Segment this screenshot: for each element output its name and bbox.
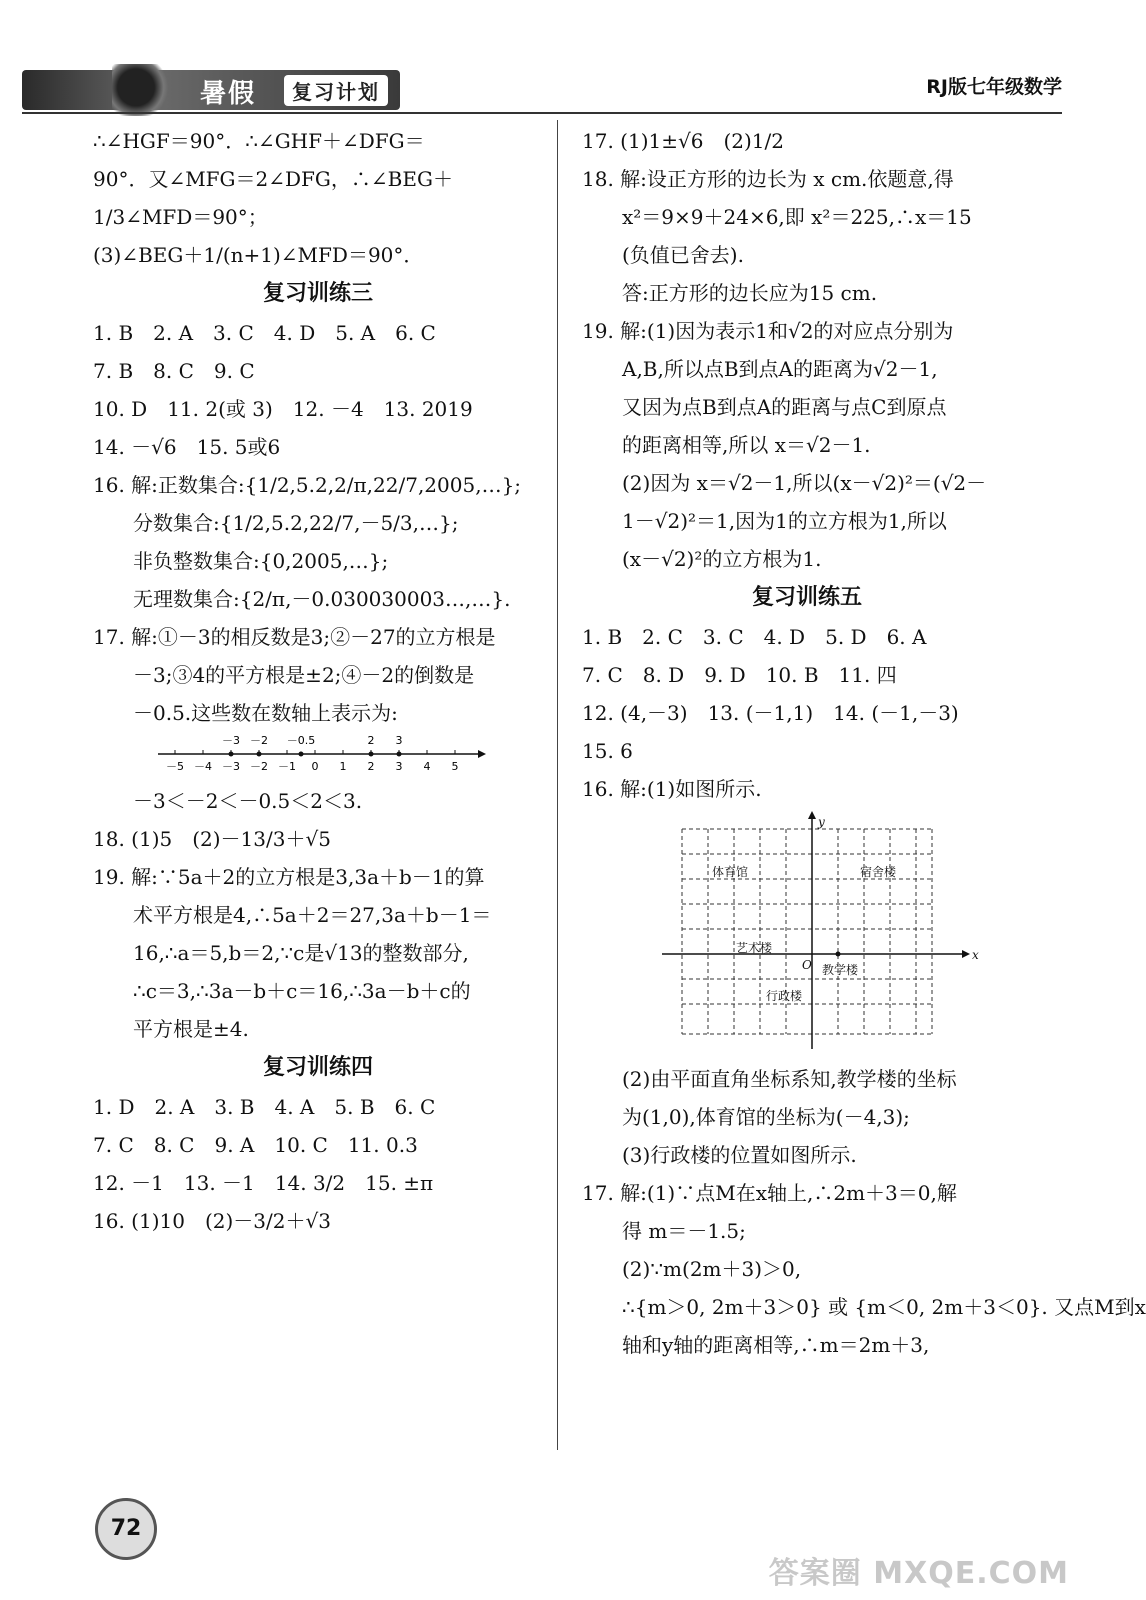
- tick-label: 0: [311, 760, 319, 773]
- tick-label: －5: [166, 760, 184, 773]
- coordinate-grid: [662, 814, 979, 1054]
- answer-line: (3)∠BEG＋1/(n+1)∠MFD＝90°．: [93, 243, 424, 267]
- answer-line: (3)行政楼的位置如图所示.: [622, 1143, 857, 1167]
- answer-line: 16. 解:正数集合:{1/2,5.2,2/π,22/7,2005,…};: [93, 473, 522, 497]
- answer-line: (x－√2)²的立方根为1.: [622, 547, 822, 571]
- section-title: 复习训练五: [751, 585, 862, 610]
- point-marker: [369, 752, 374, 757]
- answer-line: 19. 解:(1)因为表示1和√2的对应点分别为: [582, 319, 954, 343]
- answer-line: 12. (4,－3) 13. (－1,1) 14. (－1,－3): [582, 701, 959, 725]
- column-divider: [557, 120, 558, 1450]
- tick-label: －1: [278, 760, 296, 773]
- arrow-icon: [962, 950, 970, 958]
- tick-label: 4: [423, 760, 431, 773]
- answer-line: 7. C 8. C 9. A 10. C 11. 0.3: [93, 1133, 418, 1157]
- point-marker: [836, 952, 841, 957]
- tick-label: －2: [250, 760, 268, 773]
- answer-line: 答:正方形的边长应为15 cm.: [622, 281, 878, 305]
- answer-line: 1－√2)²＝1,因为1的立方根为1,所以: [622, 509, 947, 533]
- answer-line: 14. －√6 15. 5或6: [93, 435, 281, 459]
- answer-line: A,B,所以点B到点A的距离为√2－1,: [622, 357, 938, 381]
- answer-line: 18. (1)5 (2)－13/3＋√5: [93, 827, 331, 851]
- x-axis-label: x: [972, 948, 979, 962]
- decoration-icon: [112, 64, 172, 116]
- answer-line: ∴c＝3,∴3a－b＋c＝16,∴3a－b＋c的: [133, 979, 471, 1003]
- answer-line: 非负整数集合:{0,2005,…};: [133, 549, 389, 573]
- answer-line: (负值已舍去).: [622, 243, 744, 267]
- arrow-icon: [478, 750, 486, 758]
- answer-line: (2)因为 x＝√2－1,所以(x－√2)²＝(√2－: [622, 471, 987, 495]
- answer-line: －0.5.这些数在数轴上表示为:: [133, 701, 398, 725]
- answer-line: 得 m＝－1.5;: [622, 1219, 746, 1243]
- answer-line: 1. B 2. C 3. C 4. D 5. D 6. A: [582, 625, 927, 649]
- point-label: －3: [222, 734, 240, 747]
- header-divider: [22, 112, 1062, 114]
- answer-line: 90°．又∠MFG＝2∠DFG，∴∠BEG＋: [93, 167, 453, 191]
- tick-label: 3: [395, 760, 403, 773]
- tick-label: －3: [222, 760, 240, 773]
- left-column: [93, 122, 543, 1240]
- answer-line: 1. B 2. A 3. C 4. D 5. A 6. C: [93, 321, 436, 345]
- building-label: 行政楼: [766, 989, 803, 1003]
- arrow-icon: [808, 811, 816, 819]
- tick-label: 1: [339, 760, 347, 773]
- answer-line: 术平方根是4,∴5a＋2＝27,3a＋b－1＝: [133, 903, 492, 927]
- answer-line: －3＜－2＜－0.5＜2＜3.: [133, 789, 363, 813]
- answer-line: 15. 6: [582, 739, 633, 763]
- point-marker: [257, 752, 262, 757]
- answer-line: 10. D 11. 2(或 3) 12. －4 13. 2019: [93, 397, 473, 421]
- answer-line: 18. 解:设正方形的边长为 x cm.依题意,得: [582, 167, 954, 191]
- building-label: 艺术楼: [736, 941, 773, 955]
- building-label: 宿舍楼: [860, 865, 897, 879]
- point-label: －0.5: [286, 734, 316, 747]
- answer-line: 7. C 8. D 9. D 10. B 11. 四: [582, 663, 897, 687]
- answer-line: 17. 解:(1)∵点M在x轴上,∴2m＋3＝0,解: [582, 1181, 957, 1205]
- answer-line: (2)∵m(2m＋3)＞0,: [622, 1257, 802, 1281]
- origin-label: O: [802, 958, 812, 972]
- watermark: 答案圈 MXQE.COM: [768, 1556, 1069, 1591]
- page-header: [22, 62, 1062, 112]
- answer-line: 16. (1)10 (2)－3/2＋√3: [93, 1209, 331, 1233]
- answer-line: 17. (1)1±√6 (2)1/2: [582, 129, 784, 153]
- point-label: －2: [250, 734, 268, 747]
- answer-line: 16. 解:(1)如图所示.: [582, 777, 762, 801]
- answer-line: 12. －1 13. －1 14. 3/2 15. ±π: [93, 1171, 434, 1195]
- answer-line: 17. 解:①－3的相反数是3;②－27的立方根是: [93, 625, 496, 649]
- banner-title: 暑假: [200, 79, 257, 109]
- tick-label: 5: [451, 760, 459, 773]
- answer-line: 无理数集合:{2/π,－0.030030003…,…}.: [133, 587, 511, 611]
- tick-label: －4: [194, 760, 212, 773]
- answer-line: 1/3∠MFD＝90°；: [93, 205, 268, 229]
- answer-line: －3;③4的平方根是±2;④－2的倒数是: [133, 663, 475, 687]
- point-marker: [299, 752, 304, 757]
- point-label: 2: [367, 734, 375, 747]
- answer-line: ∴{m＞0, 2m＋3＞0} 或 {m＜0, 2m＋3＜0}. 又点M到x: [622, 1295, 1146, 1319]
- answer-line: 的距离相等,所以 x＝√2－1.: [622, 433, 871, 457]
- section-title: 复习训练三: [262, 281, 373, 306]
- answer-line: 分数集合:{1/2,5.2,22/7,－5/3,…};: [133, 511, 459, 535]
- answer-line: (2)由平面直角坐标系知,教学楼的坐标: [622, 1067, 957, 1091]
- answer-line: 为(1,0),体育馆的坐标为(－4,3);: [622, 1105, 910, 1129]
- answer-line: ∴∠HGF＝90°．∴∠GHF＋∠DFG＝: [93, 129, 425, 153]
- section-title: 复习训练四: [262, 1055, 373, 1080]
- answer-line: 7. B 8. C 9. C: [93, 359, 255, 383]
- answer-line: 19. 解:∵5a＋2的立方根是3,3a＋b－1的算: [93, 865, 485, 889]
- point-marker: [229, 752, 234, 757]
- answer-line: 16,∴a＝5,b＝2,∵c是√13的整数部分,: [133, 941, 469, 965]
- answer-line: 又因为点B到点A的距离与点C到原点: [622, 395, 947, 419]
- grid-svg: [662, 814, 982, 1054]
- answer-line: 平方根是±4.: [133, 1017, 249, 1041]
- book-title: RJ版七年级数学: [926, 76, 1062, 98]
- point-label: 3: [395, 734, 403, 747]
- building-label: 体育馆: [712, 865, 749, 879]
- point-marker: [397, 752, 402, 757]
- answer-line: 1. D 2. A 3. B 4. A 5. B 6. C: [93, 1095, 436, 1119]
- number-line: [153, 732, 483, 782]
- tick-label: 2: [367, 760, 375, 773]
- answer-line: x²＝9×9＋24×6,即 x²＝225,∴x＝15: [622, 205, 972, 229]
- right-column: [582, 122, 1146, 1364]
- banner-subtitle: 复习计划: [284, 75, 388, 106]
- y-axis-label: y: [818, 815, 825, 829]
- header-banner: [22, 70, 400, 110]
- page-number: 72: [95, 1498, 157, 1560]
- answer-line: 轴和y轴的距离相等,∴m＝2m＋3,: [622, 1333, 930, 1357]
- building-label: 教学楼: [822, 963, 859, 977]
